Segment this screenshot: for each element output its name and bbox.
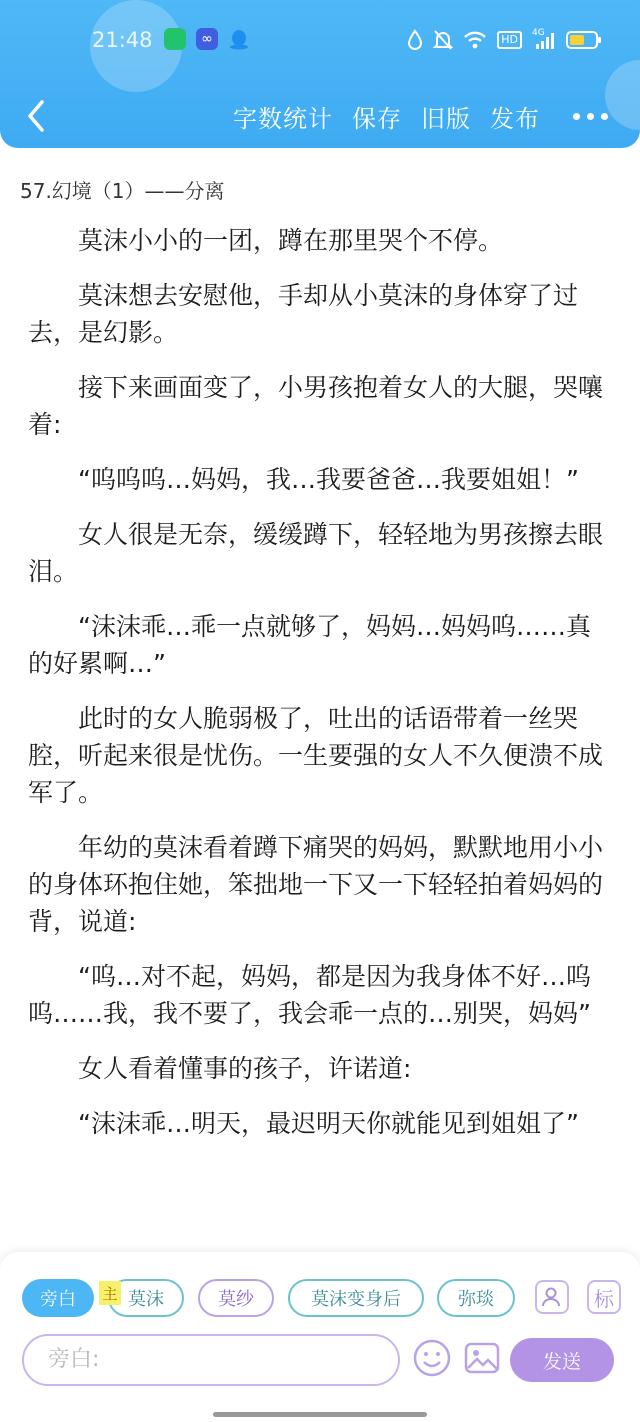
paragraph: 此时的女人脆弱极了，吐出的话语带着一丝哭腔，听起来很是忧伤。一生要强的女人不久便溃不成军了。: [28, 704, 604, 807]
image-icon[interactable]: [462, 1338, 502, 1378]
water-drop-icon: [407, 29, 423, 51]
old-version-button[interactable]: 旧版: [421, 104, 471, 133]
paragraph: 莫沫小小的一团，蹲在那里哭个不停。: [78, 226, 504, 255]
app-header: [0, 0, 640, 148]
network-type-label: 4G: [532, 28, 545, 38]
battery-icon: [566, 30, 602, 50]
person-add-icon[interactable]: [535, 1280, 569, 1314]
chapter-title: 57.幻境（1）——分离: [20, 179, 225, 203]
app-icon-green: [164, 28, 186, 50]
dialogue-editor: [0, 1252, 640, 1422]
paragraph: “沫沫乖…明天，最迟明天你就能见到姐姐了”: [78, 1109, 579, 1138]
toolbar-actions: [233, 92, 640, 140]
wifi-icon: [463, 30, 487, 50]
status-icons: [407, 28, 602, 52]
more-dots-icon[interactable]: [573, 113, 608, 120]
paragraph: “沫沫乖…乖一点就够了，妈妈…妈妈呜……真的好累啊…”: [28, 612, 591, 678]
hd-icon: HD: [497, 31, 522, 49]
app-icon-blue-infinity: ∞: [196, 28, 218, 50]
save-button[interactable]: 保存: [352, 104, 402, 133]
dialogue-input[interactable]: 旁白:: [22, 1334, 400, 1386]
role-chip-miyan[interactable]: 弥琰: [437, 1279, 515, 1317]
publish-button[interactable]: 发布: [490, 104, 540, 133]
bell-off-icon: [433, 29, 453, 51]
paragraph: 年幼的莫沫看着蹲下痛哭的妈妈，默默地用小小的身体环抱住她，笨拙地一下又一下轻轻拍着妈妈的背，说道:: [28, 833, 604, 936]
role-chip-mosha[interactable]: 莫纱: [198, 1279, 274, 1317]
tag-button[interactable]: 标: [587, 1280, 621, 1314]
paragraph: 女人看着懂事的孩子，许诺道:: [78, 1054, 412, 1083]
app-icon-qq: [228, 28, 250, 50]
send-button[interactable]: 发送: [510, 1338, 614, 1382]
role-chip-narration[interactable]: 旁白: [22, 1279, 94, 1317]
status-bar: [0, 22, 640, 58]
word-count-button[interactable]: 字数统计: [233, 104, 333, 133]
role-chip-momo[interactable]: 莫沫: [108, 1279, 184, 1317]
signal-4g-icon: [532, 30, 556, 50]
paragraph: “呜呜呜…妈妈，我…我要爸爸…我要姐姐！”: [78, 465, 579, 494]
paragraph: “呜…对不起，妈妈，都是因为我身体不好…呜呜……我，我不要了，我会乖一点的…别哭，妈妈”: [28, 962, 591, 1028]
main-role-badge: 主: [99, 1281, 121, 1305]
status-time: 21:48: [92, 28, 153, 52]
role-chip-momo-transformed[interactable]: 莫沫变身后: [288, 1279, 424, 1317]
toolbar: [0, 92, 640, 140]
paragraph: 接下来画面变了，小男孩抱着女人的大腿，哭嚷着:: [28, 373, 604, 439]
emoji-icon[interactable]: [412, 1338, 452, 1378]
home-indicator[interactable]: [213, 1412, 427, 1417]
paragraph: 莫沫想去安慰他，手却从小莫沫的身体穿了过去，是幻影。: [28, 281, 579, 347]
paragraph: 女人很是无奈，缓缓蹲下，轻轻地为男孩擦去眼泪。: [28, 520, 604, 586]
back-button[interactable]: [20, 96, 54, 136]
chevron-left-icon: [20, 96, 54, 136]
article-body[interactable]: [28, 222, 614, 1160]
